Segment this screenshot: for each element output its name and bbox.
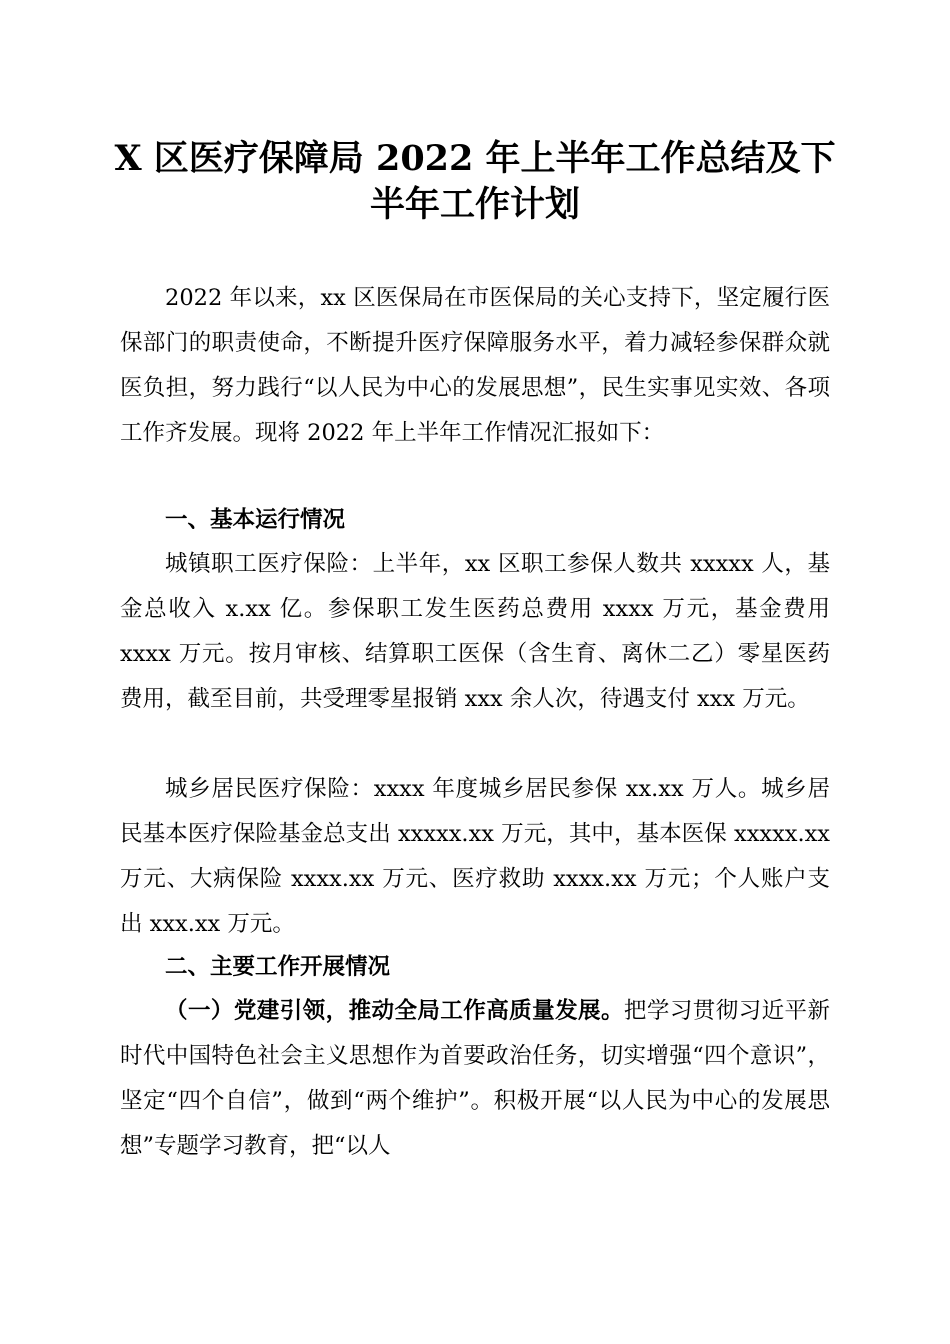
section-1-paragraph-resident-insurance: 城乡居民医疗保险：xxxx 年度城乡居民参保 xx.xx 万人。城乡居民基本医疗保险基金总支出 xxxxx.xx 万元，其中，基本医保 xxxxx.xx 万元、大病保险 xxxx.xx 万元、医疗救助 xxxx.xx 万元；个人账户支出 xxx.xx 万元。 [120, 776, 830, 937]
intro-paragraph: 2022 年以来，xx 区医保局在市医保局的关心支持下，坚定履行医保部门的职责使命，不断提升医疗保障服务水平，着力减轻参保群众就医负担，努力践行“以人民为中心的发展思想”，民生实事见实效、各项工作齐发展。现将 2022 年上半年工作情况汇报如下： [120, 285, 830, 446]
document-title-line-2: 半年工作计划 [369, 184, 580, 225]
section-1-paragraph-employee-insurance: 城镇职工医疗保险：上半年，xx 区职工参保人数共 xxxxx 人，基金总收入 x.xx 亿。参保职工发生医药总费用 xxxx 万元，基金费用 xxxx 万元。按月审核、结算职工医保（含生育、离休二乙）零星医药费用，截至目前，共受理零星报销 xxx 余人次，待遇支付 xxx 万元。 [120, 551, 830, 712]
section-2-item-1-lead: （一）党建引领，推动全局工作高质量发展。 [165, 998, 624, 1024]
section-2-heading: 二、主要工作开展情况 [165, 954, 391, 980]
section-1-heading: 一、基本运行情况 [165, 507, 346, 533]
section-2-item-1-text: 把学习贯彻习近平新时代中国特色社会主义思想作为首要政治任务，切实增强“四个意识”，坚定“四个自信”，做到“两个维护”。积极开展“以人民为中心的发展思想”专题学习教育，把“以人 [120, 998, 830, 1159]
section-2-item-1-paragraph [120, 989, 830, 1169]
document-title-line-1: X 区医疗保障局 2022 年上半年工作总结及下 [114, 138, 836, 179]
